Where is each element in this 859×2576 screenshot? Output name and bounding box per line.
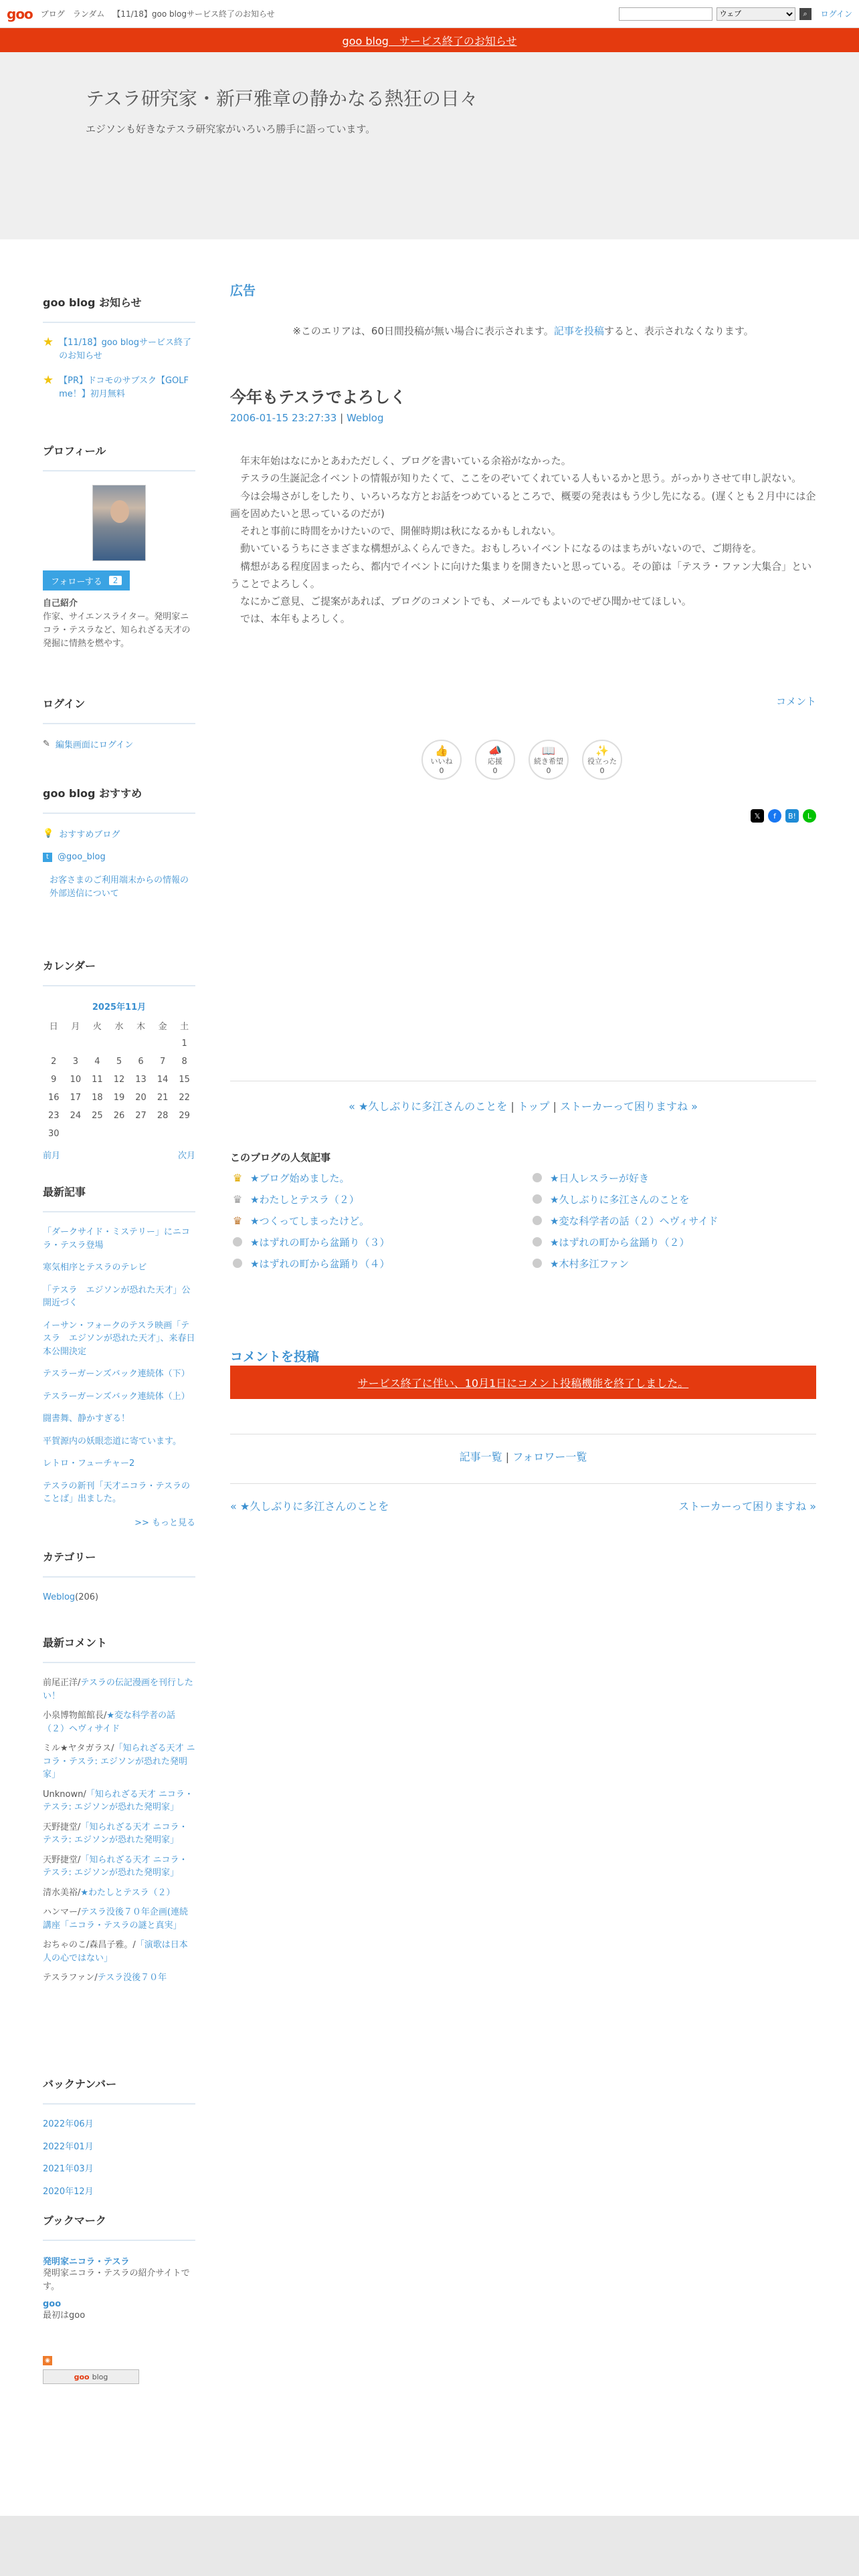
rank-dot-icon	[233, 1259, 242, 1268]
comment-article-link[interactable]: 「知られざる天才 ニコラ・テスラ: エジソンが恐れた発明家」	[43, 1743, 195, 1780]
calendar-day	[173, 1125, 195, 1143]
popular-article-link[interactable]: ★久しぶりに多江さんのことを	[550, 1193, 690, 1206]
blog-header	[0, 52, 859, 239]
calendar-day	[108, 1125, 130, 1143]
recent-article-link[interactable]: テスラーガーンズバック連続体（上）	[43, 1391, 190, 1402]
calendar-day: 20	[135, 1093, 147, 1103]
post-category-link[interactable]: Weblog	[346, 412, 384, 424]
comment-author: テスラファン/	[43, 1973, 98, 1983]
backnumber-link[interactable]: 2021年03月	[43, 2164, 94, 2174]
calendar-table	[43, 1016, 195, 1143]
calendar-day	[130, 1125, 152, 1143]
crown-icon: ♛	[232, 1214, 243, 1227]
sidebar-categories	[43, 1549, 195, 1604]
calendar-day: 1	[181, 1039, 187, 1049]
calendar-nav	[43, 1148, 195, 1161]
comment-author: ハンマー/	[43, 1907, 81, 1917]
bookmark-link[interactable]: 発明家ニコラ・テスラ	[43, 2257, 130, 2267]
crown-icon: ♛	[232, 1171, 243, 1184]
reaction-button[interactable]	[475, 740, 515, 780]
calendar-weekday: 金	[158, 1022, 167, 1032]
recommend-blog-link[interactable]	[43, 827, 195, 840]
article-list-link[interactable]: 記事一覧	[459, 1451, 502, 1463]
calendar-day	[86, 1035, 108, 1053]
search-input[interactable]	[619, 7, 712, 21]
calendar-weekday: 日	[49, 1022, 58, 1032]
pager-separator: |	[510, 1100, 514, 1113]
calendar-day	[130, 1035, 152, 1053]
calendar-day	[65, 1035, 87, 1053]
comment-closed-link[interactable]: サービス終了に伴い、10月1日にコメント投稿機能を終了しました。	[357, 1376, 689, 1390]
recent-article-link[interactable]: 平賀源内の妖眼恋道に寄ています。	[43, 1436, 181, 1446]
next-post-link[interactable]: ストーカーって困りますね »	[560, 1100, 698, 1113]
popular-article-item[interactable]	[230, 1170, 516, 1185]
post-pager	[230, 1098, 816, 1113]
crown-icon: ♛	[232, 1192, 243, 1206]
category-link[interactable]: Weblog	[43, 1592, 76, 1602]
calendar-day	[152, 1125, 174, 1143]
popular-article-item[interactable]	[530, 1192, 816, 1206]
reaction-label: 続き希望	[534, 757, 563, 766]
rank-dot-icon	[533, 1194, 542, 1204]
popular-article-item[interactable]	[530, 1256, 816, 1271]
calendar-day: 29	[179, 1111, 190, 1121]
more-recent-link[interactable]: >> もっと見る	[134, 1517, 195, 1528]
calendar-day: 6	[138, 1057, 144, 1067]
comment-item	[43, 1742, 195, 1782]
rank-dot-icon	[533, 1173, 542, 1182]
search-scope-select[interactable]	[717, 7, 795, 21]
bottom-prev-post-link[interactable]: « ★久しぶりに多江さんのことを	[230, 1500, 389, 1513]
calendar-weekday: 水	[114, 1022, 124, 1032]
popular-article-item[interactable]	[230, 1192, 516, 1206]
calendar-day: 16	[48, 1093, 60, 1103]
calendar-day: 19	[113, 1093, 125, 1103]
calendar-day: 5	[116, 1057, 122, 1067]
comment-item	[43, 1709, 195, 1735]
comment-author: ミル★ヤタガラス/	[43, 1743, 114, 1753]
calendar-day: 24	[70, 1111, 82, 1121]
popular-article-link[interactable]: ★木村多江ファン	[550, 1257, 630, 1270]
reaction-button[interactable]	[582, 740, 622, 780]
sidebar-notices	[43, 294, 195, 413]
popular-article-item[interactable]	[230, 1256, 516, 1271]
reaction-buttons	[421, 740, 622, 780]
topbar-link-notice[interactable]: 【11/18】goo blogサービス終了のお知らせ	[112, 9, 275, 19]
comment-author: 天野捷堂/	[43, 1822, 81, 1832]
topbar-link-random[interactable]: ランダム	[72, 9, 105, 19]
calendar-day	[86, 1125, 108, 1143]
section-title: 最新記事	[43, 1184, 195, 1212]
calendar-day: 27	[135, 1111, 147, 1121]
blog-description: エジソンも好きなテスラ研究家がいろいろ勝手に語っています。	[86, 123, 376, 135]
comment-item	[43, 1788, 195, 1814]
popular-article-link[interactable]: ★つくってしまったけど。	[250, 1214, 370, 1227]
bookmark-desc: 発明家ニコラ・テスラの紹介サイトです。	[43, 2268, 190, 2292]
recent-article-link[interactable]: テスラーガーンズバック連続体（下）	[43, 1369, 190, 1379]
sparkle-icon: ✨	[595, 744, 609, 758]
ad-note	[230, 324, 816, 338]
reaction-count: 0	[599, 766, 605, 775]
section-title: プロフィール	[43, 443, 195, 471]
comment-item	[43, 1677, 195, 1703]
comment-article-link[interactable]: テスラ没後７０年	[97, 1973, 167, 1983]
ad-title: 広告	[230, 284, 256, 298]
notice-item[interactable]	[43, 336, 195, 362]
calendar-day: 12	[113, 1075, 125, 1085]
calendar-day	[108, 1035, 130, 1053]
reaction-label: 役立った	[587, 757, 617, 766]
rss-icon[interactable]: ◉	[43, 2356, 52, 2365]
calendar-day: 10	[70, 1075, 82, 1085]
calendar-day: 9	[51, 1075, 57, 1085]
page-footer	[0, 2516, 859, 2576]
backnumber-link[interactable]: 2022年01月	[43, 2141, 94, 2152]
top-bar	[0, 0, 859, 28]
calendar-day: 28	[157, 1111, 169, 1121]
comment-article-link[interactable]: テスラ没後７０年企画(連続講座「ニコラ・テスラの謎と真実」	[43, 1907, 188, 1931]
popular-article-link[interactable]: ★わたしとテスラ（２）	[250, 1193, 359, 1206]
edit-login-link[interactable]	[43, 738, 195, 750]
calendar-day: 13	[135, 1075, 147, 1085]
sidebar-calendar	[43, 958, 195, 1161]
post-paragraph: テスラの生誕記念イベントの情報が知りたくて、ここをのぞいてくれている人もいるかと思う。がっかりさせて申し訳ない。	[240, 472, 802, 485]
section-title: ログイン	[43, 695, 195, 724]
popular-article-item[interactable]	[530, 1235, 816, 1249]
goo-blog-badge[interactable]	[43, 2369, 139, 2384]
comment-item	[43, 1821, 195, 1847]
calendar-weekday: 火	[92, 1022, 102, 1032]
service-end-notice-bar	[0, 28, 859, 52]
edit-login-label: 編集画面にログイン	[55, 740, 134, 750]
calendar-day: 25	[92, 1111, 103, 1121]
section-title: カテゴリー	[43, 1549, 195, 1578]
post-paragraph: それと事前に時間をかけたいので、開催時期は秋になるかもしれない。	[240, 525, 561, 537]
rank-dot-icon	[533, 1237, 542, 1247]
goo-badge-logo: goo	[74, 2372, 90, 2381]
rank-dot-icon	[533, 1259, 542, 1268]
comment-link[interactable]: コメント	[775, 695, 816, 708]
calendar-day: 22	[179, 1093, 190, 1103]
comment-item	[43, 1854, 195, 1880]
external-transmission-link[interactable]: お客さまのご利用端末からの情報の外部送信について	[50, 875, 189, 899]
calendar-weekday: 木	[136, 1022, 146, 1032]
post-date[interactable]: 2006-01-15 23:27:33	[230, 412, 337, 424]
notice-item[interactable]	[43, 374, 195, 401]
backnumber-link[interactable]: 2020年12月	[43, 2186, 94, 2197]
calendar-day: 7	[159, 1057, 166, 1067]
comment-item	[43, 1939, 195, 1965]
reaction-button[interactable]	[421, 740, 462, 780]
service-end-notice-link[interactable]: goo blog サービス終了のお知らせ	[342, 34, 517, 47]
section-title: ブックマーク	[43, 2212, 195, 2241]
sidebar-recommend	[43, 785, 195, 909]
popular-article-link[interactable]: ★はずれの町から盆踊り（４）	[250, 1257, 390, 1270]
rank-dot-icon	[533, 1216, 542, 1225]
sidebar-recent	[43, 1184, 195, 1528]
pencil-icon: ✎	[43, 739, 50, 749]
post-title[interactable]: 今年もテスラでよろしく	[230, 388, 407, 407]
search-icon[interactable]: ⌕	[799, 8, 812, 20]
calendar-day: 21	[157, 1093, 169, 1103]
post-body	[230, 452, 816, 628]
reaction-count: 0	[492, 766, 498, 775]
reaction-count: 0	[546, 766, 551, 775]
share-buttons	[751, 809, 816, 823]
recommend-blog-label: おすすめブログ	[59, 830, 120, 840]
calendar-day: 4	[94, 1057, 100, 1067]
calendar-day: 26	[113, 1111, 125, 1121]
bottom-links	[230, 1448, 816, 1464]
reaction-label: 応援	[488, 757, 502, 766]
hatena-bookmark-icon[interactable]: B!	[785, 809, 799, 823]
top-link[interactable]: トップ	[517, 1100, 550, 1113]
topbar-search	[619, 7, 852, 21]
bookmark-link[interactable]: goo	[43, 2299, 62, 2310]
avatar	[92, 485, 146, 561]
backnumber-link[interactable]: 2022年06月	[43, 2119, 94, 2129]
comment-author: Unknown/	[43, 1789, 86, 1800]
post-article-link[interactable]: 記事を投稿	[553, 325, 604, 337]
popular-article-item[interactable]	[530, 1170, 816, 1185]
comment-item	[43, 1887, 195, 1900]
reaction-count: 0	[439, 766, 444, 775]
recent-article-link[interactable]: テスラの新刊「天才ニコラ・テスラのことば」出ました。	[43, 1481, 190, 1504]
calendar-day: 18	[92, 1093, 103, 1103]
calendar-day	[65, 1125, 87, 1143]
lightbulb-icon: 💡	[43, 829, 54, 839]
meta-separator: |	[340, 412, 344, 424]
comment-form-title: コメントを投稿	[230, 1350, 320, 1364]
calendar-day: 30	[48, 1129, 60, 1139]
calendar-day	[43, 1035, 65, 1053]
line-share-icon[interactable]: L	[803, 809, 816, 823]
intro-heading: 自己紹介	[43, 599, 78, 609]
calendar-day: 14	[157, 1075, 169, 1085]
rank-dot-icon	[233, 1237, 242, 1247]
comment-article-link[interactable]: 「知られざる天才 ニコラ・テスラ: エジソンが恐れた発明家」	[43, 1789, 193, 1812]
popular-article-link[interactable]: ★日人レスラーが好き	[550, 1172, 649, 1184]
login-link[interactable]: ログイン	[820, 9, 852, 19]
post-meta	[230, 412, 384, 424]
notice-link[interactable]: 【PR】ドコモのサブスク【GOLF me！】初月無料	[59, 376, 189, 399]
calendar-month: 2025年11月	[92, 1002, 147, 1012]
post-paragraph: 今は会場さがしをしたり、いろいろな方とお話をつめているところで、概要の発表はもう少し先になる。(遅くとも２月中には企画を固めたいと思っているのだが)	[230, 490, 816, 520]
twitter-label: @goo_blog	[58, 852, 106, 862]
notice-link[interactable]: 【11/18】goo blogサービス終了のお知らせ	[59, 338, 191, 361]
reaction-button[interactable]	[529, 740, 569, 780]
goo-logo[interactable]: goo	[7, 5, 33, 22]
comment-author: 小泉博物館館長/	[43, 1711, 107, 1721]
comment-article-link[interactable]: 「演歌は日本人の心ではない」	[43, 1940, 188, 1963]
section-title: バックナンバー	[43, 2076, 195, 2105]
recent-article-link[interactable]: レトロ・フューチャー2	[43, 1459, 135, 1469]
twitter-icon: t	[43, 853, 52, 862]
calendar-weekday: 土	[180, 1022, 189, 1032]
divider	[230, 1483, 816, 1484]
calendar-day: 11	[92, 1075, 103, 1085]
recent-article-link[interactable]: 「テスラ エジソンが恐れた天才」公開近づく	[43, 1285, 191, 1308]
comment-item	[43, 1971, 195, 1985]
post-paragraph: 構想がある程度固まったら、都内でイベントに向けた集まりを開きたいと思っている。その節は「テスラ・ファン大集合」ということでよろしく。	[230, 560, 812, 590]
topbar-link-blog[interactable]: ブログ	[40, 9, 65, 19]
comment-article-link[interactable]: ★わたしとテスラ（２）	[80, 1887, 175, 1898]
section-title: goo blog おすすめ	[43, 785, 195, 814]
bottom-next-post-link[interactable]: ストーカーって困りますね »	[678, 1500, 816, 1513]
comment-article-link[interactable]: 「知られざる天才 ニコラ・テスラ: エジソンが恐れた発明家」	[43, 1822, 188, 1845]
category-item[interactable]	[43, 1591, 195, 1604]
recent-article-link[interactable]: イーサン・フォークのテスラ映画「テスラ エジソンが恐れた天才」、来春日本公開決定	[43, 1320, 195, 1357]
comment-article-link[interactable]: 「知られざる天才 ニコラ・テスラ: エジソンが恐れた発明家」	[43, 1854, 188, 1878]
megaphone-icon: 📣	[488, 744, 502, 758]
star-icon: ★	[43, 335, 54, 349]
popular-article-item[interactable]	[530, 1213, 816, 1228]
calendar-day: 2	[51, 1057, 57, 1067]
thumbs-up-icon: 👍	[435, 744, 448, 758]
sidebar-bookmarks	[43, 2212, 195, 2384]
popular-article-item[interactable]	[230, 1213, 516, 1228]
calendar-day: 17	[70, 1093, 82, 1103]
star-icon: ★	[43, 373, 54, 387]
calendar-weekday: 月	[71, 1022, 80, 1032]
blog-title[interactable]: テスラ研究家・新戸雅章の静かなる熱狂の日々	[86, 88, 478, 110]
reaction-label: いいね	[430, 757, 453, 766]
follow-label: フォローする	[51, 576, 102, 587]
comment-author: おちゃのこ/森昌子雅。/	[43, 1940, 136, 1950]
comment-author: 天野捷堂/	[43, 1854, 81, 1865]
post-paragraph: なにかご意見、ご提案があれば、ブログのコメントでも、メールでもよいのでぜひ聞かせてほしい。	[240, 595, 692, 607]
sidebar-profile	[43, 443, 195, 651]
sidebar-comments	[43, 1634, 195, 1992]
comment-author: 前尾正洋/	[43, 1678, 81, 1688]
comment-article-link[interactable]: テスラの伝記漫画を刊行したい！	[43, 1678, 193, 1701]
feed-icons	[43, 2356, 195, 2384]
comment-list	[43, 1677, 195, 1985]
ad-note-text: すると、表示されなくなります。	[603, 325, 754, 337]
popular-article-item[interactable]	[230, 1235, 516, 1249]
calendar-day: 8	[181, 1057, 187, 1067]
post-paragraph: 動いているうちにさまざまな構想がふくらんできた。おもしろいイベントになるのはまちがいないので、ご期待を。	[240, 542, 762, 555]
bookmark-desc: 最初はgoo	[43, 2311, 86, 2321]
popular-article-link[interactable]: ★はずれの町から盆踊り（３）	[250, 1236, 390, 1249]
bottom-nav	[230, 1498, 816, 1513]
comment-closed-notice	[230, 1366, 816, 1399]
follow-button[interactable]	[43, 570, 130, 591]
recent-article-link[interactable]: 「ダークサイド・ミステリー」にニコラ・テスラ登場	[43, 1227, 190, 1251]
calendar-day: 3	[72, 1057, 78, 1067]
comment-article-link[interactable]: ★変な科学者の話（２）ヘヴィサイド	[43, 1711, 176, 1734]
popular-article-link[interactable]: ★変な科学者の話（２）ヘヴィサイド	[550, 1214, 719, 1227]
link-separator: |	[505, 1451, 510, 1463]
facebook-share-icon[interactable]: f	[768, 809, 781, 823]
pager-separator: |	[553, 1100, 557, 1113]
goo-badge-label: blog	[92, 2372, 108, 2381]
calendar-day: 15	[179, 1075, 190, 1085]
popular-articles	[230, 1170, 816, 1271]
x-share-icon[interactable]: 𝕏	[751, 809, 764, 823]
comment-item	[43, 1906, 195, 1932]
section-title: カレンダー	[43, 958, 195, 986]
book-icon: 📖	[542, 744, 555, 758]
recent-list	[43, 1226, 195, 1506]
post-paragraph: 年末年始はなにかとあわただしく、ブログを書いている余裕がなかった。	[240, 455, 571, 467]
popular-title: このブログの人気記事	[230, 1152, 331, 1164]
calendar-prev-link[interactable]: 前月	[43, 1151, 61, 1161]
twitter-link[interactable]	[43, 852, 195, 862]
post-paragraph: では、本年もよろしく。	[240, 613, 351, 625]
follower-list-link[interactable]: フォロワー一覧	[512, 1451, 587, 1463]
category-count: (206)	[75, 1592, 99, 1602]
section-title: 最新コメント	[43, 1634, 195, 1663]
popular-article-link[interactable]: ★ブログ始めました。	[250, 1172, 350, 1184]
popular-article-link[interactable]: ★はずれの町から盆踊り（２）	[550, 1236, 690, 1249]
intro-text: 作家、サイエンスライター。発明家ニコラ・テスラなど、知られざる天才の発掘に情熱を燃やす。	[43, 612, 191, 649]
calendar-day: 23	[48, 1111, 60, 1121]
recent-article-link[interactable]: 闘書舞、静かすぎる！	[43, 1414, 130, 1424]
comment-author: 清水美裕/	[43, 1887, 81, 1898]
follow-count: 2	[109, 576, 122, 585]
ad-note-text: ※このエリアは、60日間投稿が無い場合に表示されます。	[292, 325, 554, 337]
calendar-day	[152, 1035, 174, 1053]
sidebar-login	[43, 695, 195, 762]
recent-article-link[interactable]: 寒気相序とテスラのテレビ	[43, 1263, 147, 1273]
backnumber-list	[43, 2118, 195, 2225]
section-title: goo blog お知らせ	[43, 294, 195, 323]
calendar-next-link[interactable]: 次月	[177, 1151, 195, 1161]
sidebar-backnumbers	[43, 2076, 195, 2225]
prev-post-link[interactable]: « ★久しぶりに多江さんのことを	[349, 1100, 508, 1113]
